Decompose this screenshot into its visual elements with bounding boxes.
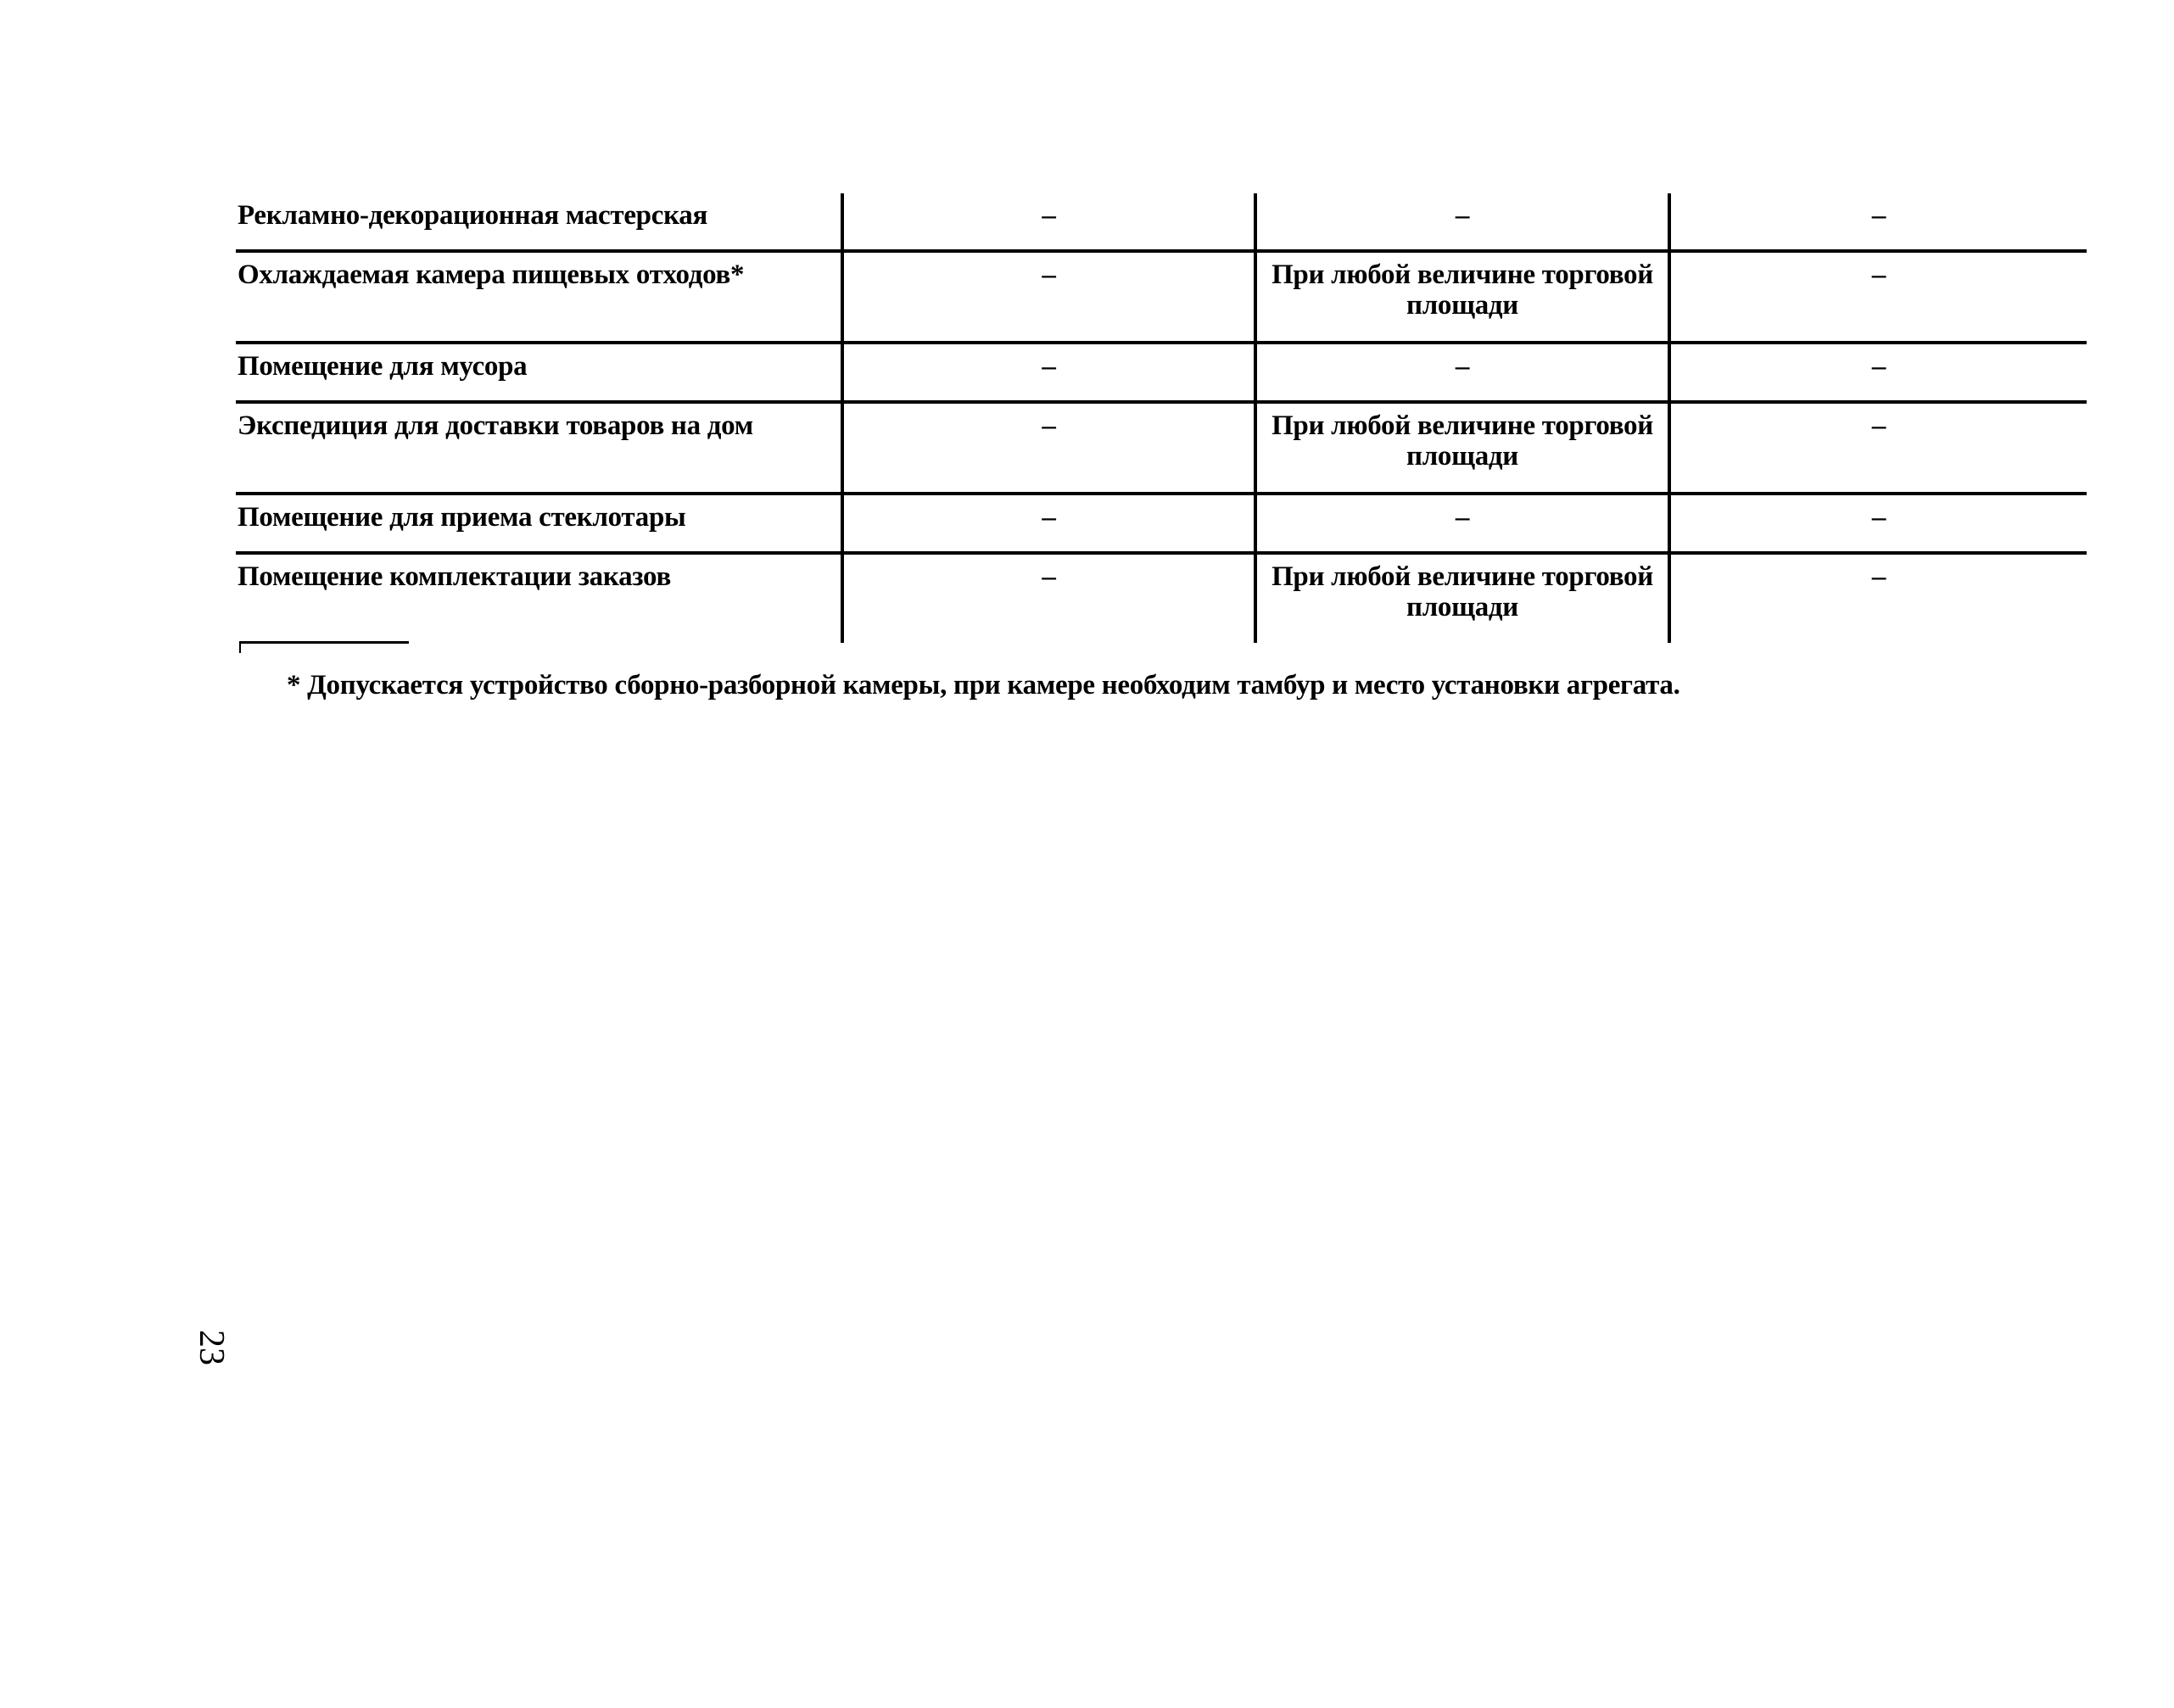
room-name-cell: Помещение комплектации заказов (236, 553, 842, 643)
table-row (236, 553, 2087, 643)
premises-table (236, 193, 2087, 643)
room-name-cell: Помещение для мусора (236, 343, 842, 402)
page-number: 23 (192, 1330, 231, 1365)
value-cell: – (1255, 343, 1669, 402)
table-row (236, 402, 2087, 494)
value-cell: – (1255, 193, 1669, 251)
value-cell: При любой величине торговой площади (1255, 251, 1669, 343)
table-row (236, 343, 2087, 402)
value-cell: – (842, 494, 1255, 553)
value-cell: – (1669, 343, 2087, 402)
value-cell: – (842, 343, 1255, 402)
value-cell: – (842, 193, 1255, 251)
value-cell: – (1669, 193, 2087, 251)
footnote-text: * Допускается устройство сборно-разборной камеры, при камере необходим тамбур и место установки агрегата. (287, 670, 1680, 701)
value-cell: – (842, 402, 1255, 494)
value-cell: – (1669, 494, 2087, 553)
footnote-divider (239, 641, 409, 644)
value-cell: – (1669, 553, 2087, 643)
room-name-cell: Помещение для приема стеклотары (236, 494, 842, 553)
table-row (236, 193, 2087, 251)
room-name-cell: Охлаждаемая камера пищевых отходов* (236, 251, 842, 343)
value-cell: – (1669, 251, 2087, 343)
value-cell: – (1669, 402, 2087, 494)
room-name-cell: Экспедиция для доставки товаров на дом (236, 402, 842, 494)
value-cell: При любой величине торговой площади (1255, 553, 1669, 643)
value-cell: – (842, 251, 1255, 343)
value-cell: – (842, 553, 1255, 643)
value-cell: При любой величине торговой площади (1255, 402, 1669, 494)
value-cell: – (1255, 494, 1669, 553)
table-row (236, 494, 2087, 553)
footnote-divider-tick (239, 641, 241, 653)
room-name-cell: Рекламно-декорационная мастерская (238, 200, 708, 231)
table-row (236, 251, 2087, 343)
